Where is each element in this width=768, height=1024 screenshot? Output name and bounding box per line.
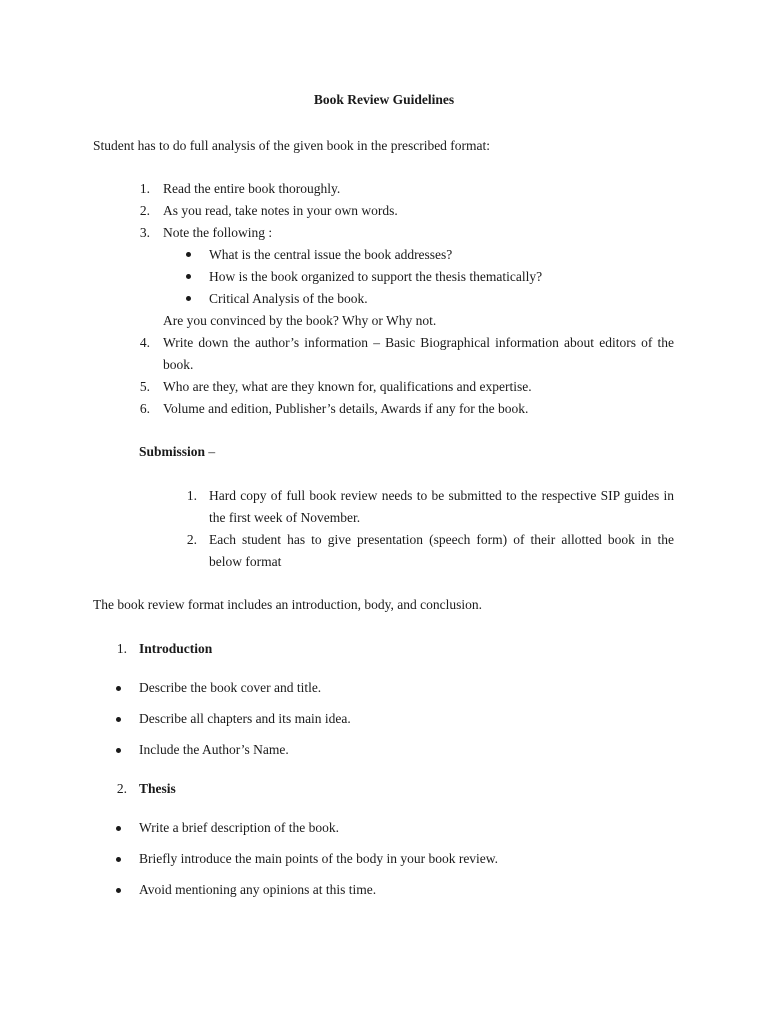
step-number: 5. (139, 379, 150, 394)
step-text: Who are they, what are they known for, qualifications and expertise. (163, 379, 532, 394)
section-bullet-text: Avoid mentioning any opinions at this time. (139, 882, 377, 897)
step-text: As you read, take notes in your own words. (163, 203, 398, 218)
page-title: Book Review Guidelines (313, 92, 455, 107)
bullet-icon (116, 826, 121, 831)
step-text: Write down the author’s information – Basic Biographical information about editors of the book. (163, 335, 674, 372)
intro-paragraph: Student has to do full analysis of the given book in the prescribed format: (93, 138, 491, 153)
step-number: 2. (139, 203, 150, 218)
step-number: 6. (139, 401, 150, 416)
bullet-icon (116, 857, 121, 862)
submission-heading (139, 443, 215, 461)
bullet-icon (116, 888, 121, 893)
section-heading: Introduction (139, 641, 213, 656)
submission-text: Hard copy of full book review needs to be submitted to the respective SIP guides in the first week of November. (209, 488, 674, 525)
format-intro: The book review format includes an introduction, body, and conclusion. (93, 597, 483, 612)
bullet-icon (186, 274, 191, 279)
submission-text: Each student has to give presentation (speech form) of their allotted book in the below format (209, 532, 674, 569)
submission-heading-text: Submission (139, 444, 206, 459)
section-number: 2. (116, 781, 127, 796)
note-follow-text: Are you convinced by the book? Why or Why not. (163, 313, 437, 328)
section-bullet-text: Write a brief description of the book. (139, 820, 340, 835)
section-bullet-text: Describe all chapters and its main idea. (139, 711, 351, 726)
bullet-icon (116, 717, 121, 722)
step-number: 1. (139, 181, 150, 196)
submission-number: 2. (186, 532, 197, 547)
sub-bullet-text: Critical Analysis of the book. (209, 291, 368, 306)
bullet-icon (186, 296, 191, 301)
section-bullet-text: Include the Author’s Name. (139, 742, 289, 757)
bullet-icon (116, 748, 121, 753)
step-number: 3. (139, 225, 150, 240)
step-text: Note the following : (163, 225, 273, 240)
section-bullet-text: Briefly introduce the main points of the body in your book review. (139, 851, 499, 866)
section-bullet-text: Describe the book cover and title. (139, 680, 322, 695)
section-number: 1. (116, 641, 127, 656)
submission-number: 1. (186, 488, 197, 503)
bullet-icon (116, 686, 121, 691)
section-heading: Thesis (139, 781, 176, 796)
step-number: 4. (139, 335, 150, 350)
sub-bullet-text: What is the central issue the book addresses? (209, 247, 453, 262)
submission-dash: – (205, 444, 216, 459)
step-text: Volume and edition, Publisher’s details, Awards if any for the book. (163, 401, 529, 416)
sub-bullet-text: How is the book organized to support the thesis thematically? (209, 269, 543, 284)
step-text: Read the entire book thoroughly. (163, 181, 341, 196)
bullet-icon (186, 252, 191, 257)
